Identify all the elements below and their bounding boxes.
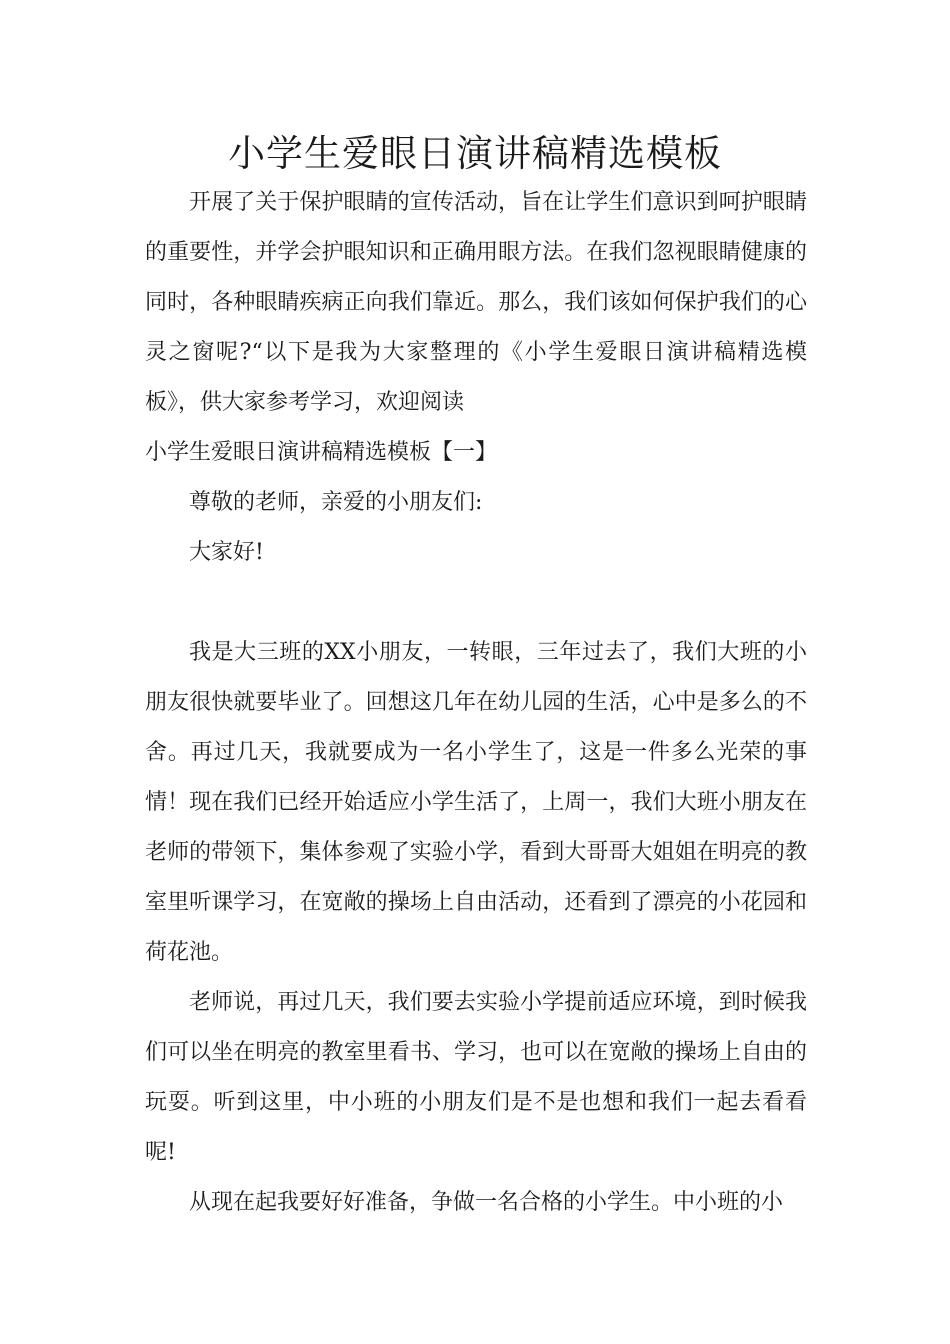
body-paragraph: 老师说，再过几天，我们要去实验小学提前适应环境，到时候我们可以坐在明亮的教室里看书、学习，也可以在宽敞的操场上自由的玩耍。听到这里，中小班的小朋友们是不是也想和我们一起去看看呢! bbox=[145, 990, 807, 1165]
intro-paragraph: 开展了关于保护眼睛的宣传活动，旨在让学生们意识到呵护眼睛的重要性，并学会护眼知识和正确用眼方法。在我们忽视眼睛健康的同时，各种眼睛疾病正向我们靠近。那么，我们该如何保护我们的心灵之窗呢?“以下是我为大家整理的《小学生爱眼日演讲稿精选模板》，供大家参考学习，欢迎阅读 bbox=[145, 190, 807, 415]
section-heading: 小学生爱眼日演讲稿精选模板【一】 bbox=[145, 440, 498, 465]
body-paragraph: 从现在起我要好好准备，争做一名合格的小学生。中小班的小 bbox=[189, 1190, 784, 1215]
document-body bbox=[145, 178, 807, 1228]
blank-line bbox=[145, 578, 807, 628]
document-title: 小学生爱眼日演讲稿精选模板 bbox=[228, 132, 722, 175]
greeting: 大家好! bbox=[189, 540, 264, 565]
body-paragraph: 我是大三班的XX小朋友，一转眼，三年过去了，我们大班的小朋友很快就要毕业了。回想这几年在幼儿园的生活，心中是多么的不舍。再过几天，我就要成为一名小学生了，这是一件多么光荣的事情！现在我们已经开始适应小学生活了，上周一，我们大班小朋友在老师的带领下，集体参观了实验小学，看到大哥哥大姐姐在明亮的教室里听课学习，在宽敞的操场上自由活动，还看到了漂亮的小花园和荷花池。 bbox=[145, 640, 807, 965]
salutation: 尊敬的老师，亲爱的小朋友们: bbox=[189, 490, 483, 515]
